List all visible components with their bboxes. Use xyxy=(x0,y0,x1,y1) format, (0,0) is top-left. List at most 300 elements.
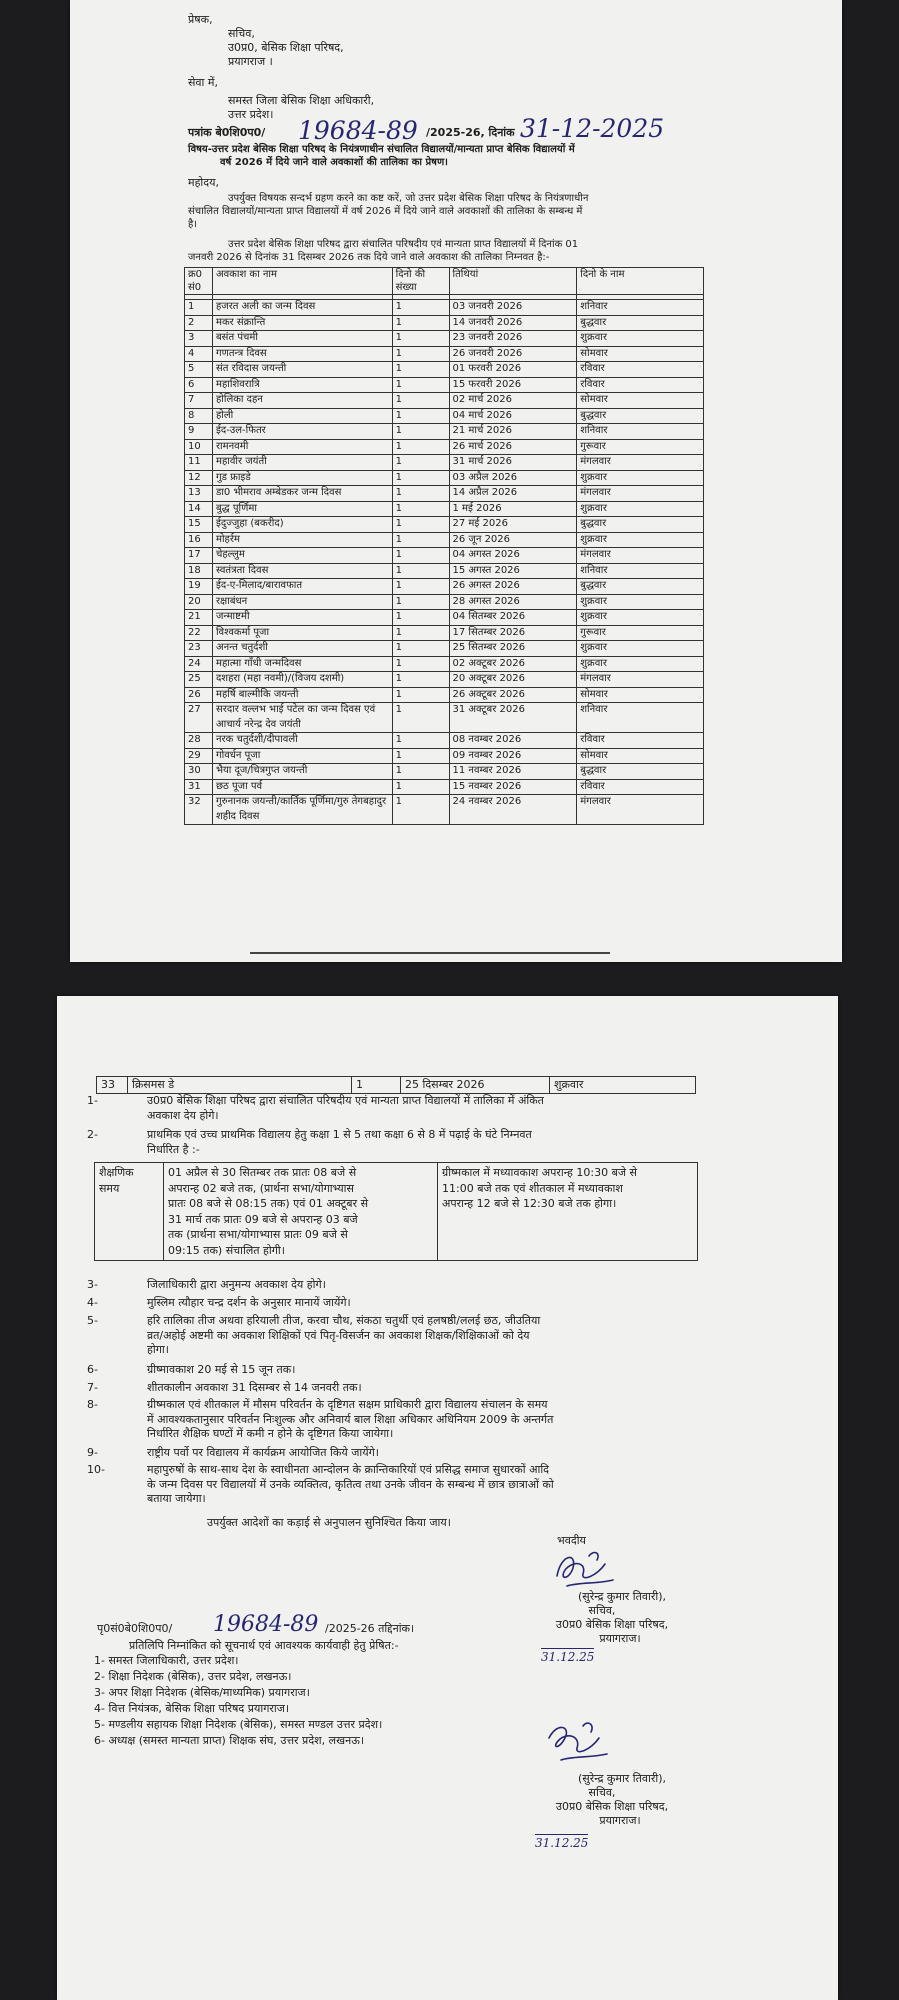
table-cell-day-name: शुक्रवार xyxy=(577,501,704,517)
table-cell-holiday-name: मकर संक्रान्ति xyxy=(212,315,392,331)
table-cell-serial: 20 xyxy=(185,594,213,610)
table-cell-holiday-name: विश्वकर्मा पूजा xyxy=(212,625,392,641)
table-row xyxy=(185,764,704,780)
table-cell-serial: 15 xyxy=(185,517,213,533)
table-cell-holiday-name: गुरुनानक जयन्ती/कार्तिक पूर्णिमा/गुरु तेगबहादुर शहीद दिवस xyxy=(212,795,392,825)
paragraph-line: जनवरी 2026 से दिनांक 31 दिसम्बर 2026 तक दिये जाने वाले अवकाश की तालिका निम्नवत है:- xyxy=(188,252,550,263)
table-cell-serial: 29 xyxy=(185,748,213,764)
table-cell-date: 28 अगस्त 2026 xyxy=(449,594,577,610)
table-row xyxy=(185,470,704,486)
sender-line: सचिव, xyxy=(228,27,255,40)
copy-intro: प्रतिलिपि निम्नांकित को सूचनार्थ एवं आवश्यक कार्यवाही हेतु प्रेषित:- xyxy=(129,1639,399,1652)
subject-line: विषय-उत्तर प्रदेश बेसिक शिक्षा परिषद के नियंत्रणाधीन संचालित विद्यालयों/मान्यता प्राप्त बेसिक विद्यालयों में xyxy=(188,144,575,155)
table-cell-holiday-name: ईदुज्जुहा (बकरीद) xyxy=(212,517,392,533)
table-cell-holiday-name: छठ पूजा पर्व xyxy=(212,779,392,795)
table-cell-holiday-name: बसंत पंचमी xyxy=(212,331,392,347)
table-cell-day-name: शुक्रवार xyxy=(577,610,704,626)
table-cell-date: 04 मार्च 2026 xyxy=(449,408,577,424)
table-cell-date: 26 जनवरी 2026 xyxy=(449,346,577,362)
note-line: जिलाधिकारी द्वारा अनुमन्य अवकाश देय होगे। xyxy=(147,1278,326,1291)
table-cell-holiday-name: क्रिसमस डे xyxy=(128,1077,352,1094)
table-cell-day-name: शनिवार xyxy=(577,563,704,579)
table-cell-date: 26 अगस्त 2026 xyxy=(449,579,577,595)
table-cell-date: 15 अगस्त 2026 xyxy=(449,563,577,579)
note-number: 5- xyxy=(87,1314,98,1327)
table-cell-day-count: 1 xyxy=(392,393,449,409)
table-row xyxy=(95,1163,698,1261)
table-cell-serial: 8 xyxy=(185,408,213,424)
paragraph-1 xyxy=(188,192,780,231)
table-cell-serial: 2 xyxy=(185,315,213,331)
timing-line: अपरान्ह 12 बजे से 12:30 बजे तक होगा। xyxy=(442,1197,617,1210)
table-cell-day-name: बुद्धवार xyxy=(577,764,704,780)
table-row xyxy=(185,625,704,641)
table-cell-day-name: शुक्रवार xyxy=(550,1077,696,1094)
table-cell-day-name: गुरूवार xyxy=(577,439,704,455)
signatory-block xyxy=(512,1590,752,1646)
signatory-name: (सुरेन्द्र कुमार तिवारी), xyxy=(577,1772,667,1785)
table-cell-holiday-name: होलिका दहन xyxy=(212,393,392,409)
signatory-city: प्रयागराज। xyxy=(599,1814,641,1827)
table-row xyxy=(185,610,704,626)
recipient-item: 3- अपर शिक्षा निदेशक (बेसिक/माध्यमिक) प्रयागराज। xyxy=(94,1686,310,1699)
recipient-item: 6- अध्यक्ष (समस्त मान्यता प्राप्त) शिक्षक संघ, उत्तर प्रदेश, लखनऊ। xyxy=(94,1734,364,1747)
column-header-day-count: दिनो की संख्या xyxy=(392,268,449,295)
table-row xyxy=(185,439,704,455)
signature-2-icon xyxy=(537,1718,617,1768)
table-cell-date: 23 जनवरी 2026 xyxy=(449,331,577,347)
table-cell-day-name: रविवार xyxy=(577,733,704,749)
ref-prefix: पत्रांक बे0शि0प0/ xyxy=(188,126,266,139)
table-cell-day-name: मंगलवार xyxy=(577,548,704,564)
table-cell-day-count: 1 xyxy=(392,439,449,455)
table-cell-serial: 17 xyxy=(185,548,213,564)
sender-line: प्रयागराज । xyxy=(228,55,273,68)
table-cell-date: 03 जनवरी 2026 xyxy=(449,300,577,316)
table-cell-day-count: 1 xyxy=(392,455,449,471)
table-cell-day-name: शनिवार xyxy=(577,300,704,316)
paragraph-2 xyxy=(188,238,780,264)
note-number: 2- xyxy=(87,1128,98,1141)
table-cell-day-count: 1 xyxy=(392,331,449,347)
note-line: शीतकालीन अवकाश 31 दिसम्बर से 14 जनवरी तक। xyxy=(147,1381,362,1394)
table-cell-serial: 4 xyxy=(185,346,213,362)
table-cell-day-count: 1 xyxy=(392,300,449,316)
table-cell-date: 02 अक्टूबर 2026 xyxy=(449,656,577,672)
table-cell-serial: 33 xyxy=(97,1077,128,1094)
table-cell-date: 27 मई 2026 xyxy=(449,517,577,533)
sender-block xyxy=(228,27,528,69)
note-9 xyxy=(87,1446,777,1461)
table-cell-holiday-name: होली xyxy=(212,408,392,424)
holiday-table-header-row xyxy=(185,268,704,295)
table-cell-serial: 31 xyxy=(185,779,213,795)
table-cell-day-count: 1 xyxy=(392,748,449,764)
table-cell-day-count: 1 xyxy=(392,703,449,733)
table-cell-day-name: शुक्रवार xyxy=(577,594,704,610)
table-row xyxy=(185,393,704,409)
table-cell-holiday-name: रक्षाबंधन xyxy=(212,594,392,610)
note-number: 4- xyxy=(87,1296,98,1309)
table-row xyxy=(185,408,704,424)
table-cell-day-name: मंगलवार xyxy=(577,455,704,471)
table-cell-day-count: 1 xyxy=(392,656,449,672)
table-cell-day-count: 1 xyxy=(392,362,449,378)
table-cell-date: 15 फरवरी 2026 xyxy=(449,377,577,393)
table-cell-day-count: 1 xyxy=(392,625,449,641)
table-cell-date: 14 जनवरी 2026 xyxy=(449,315,577,331)
timing-line: तक (प्रार्थना सभा/योगाभ्यास प्रातः 09 बजे से xyxy=(168,1228,348,1241)
table-cell-date: 17 सितम्बर 2026 xyxy=(449,625,577,641)
table-cell-day-name: शुक्रवार xyxy=(577,470,704,486)
page-edge-divider xyxy=(250,952,610,954)
table-cell-day-count: 1 xyxy=(392,764,449,780)
to-line: समस्त जिला बेसिक शिक्षा अधिकारी, xyxy=(228,94,375,107)
column-header-serial: क्र0 सं0 xyxy=(185,268,213,295)
note-number: 6- xyxy=(87,1363,98,1376)
note-number: 9- xyxy=(87,1446,98,1459)
table-row xyxy=(185,563,704,579)
table-cell-holiday-name: ईद-ए-मिलाद/बारावफात xyxy=(212,579,392,595)
table-row xyxy=(185,672,704,688)
note-1 xyxy=(87,1094,777,1124)
table-cell-day-count: 1 xyxy=(392,687,449,703)
table-cell-day-name: सोमवार xyxy=(577,687,704,703)
table-cell-holiday-name: दशहरा (महा नवमी)/(विजय दशमी) xyxy=(212,672,392,688)
table-cell-day-name: रविवार xyxy=(577,779,704,795)
subject-line: वर्ष 2026 में दिये जाने वाले अवकाशों की तालिका का प्रेषण। xyxy=(220,157,448,168)
table-cell-date: 25 दिसम्बर 2026 xyxy=(401,1077,550,1094)
table-cell-date: 15 नवम्बर 2026 xyxy=(449,779,577,795)
table-row xyxy=(185,331,704,347)
table-cell-day-count: 1 xyxy=(392,377,449,393)
table-cell-holiday-name: हजरत अली का जन्म दिवस xyxy=(212,300,392,316)
table-row xyxy=(97,1077,696,1094)
table-cell-serial: 26 xyxy=(185,687,213,703)
table-cell-date: 04 सितम्बर 2026 xyxy=(449,610,577,626)
table-row xyxy=(185,748,704,764)
note-line: व्रत/अहोई अष्टमी का अवकाश शिक्षिकों एवं पितृ-विसर्जन का अवकाश शिक्षक/शिक्षिकाओं को देय xyxy=(147,1328,530,1342)
handwritten-date-1: 31.12.25 xyxy=(541,1650,595,1664)
table-cell-day-count: 1 xyxy=(392,548,449,564)
table-cell-holiday-name: ईद-उल-फितर xyxy=(212,424,392,440)
to-line: उत्तर प्रदेश। xyxy=(228,108,274,121)
table-cell-day-count: 1 xyxy=(392,486,449,502)
note-line: के जन्म दिवस पर विद्यालयों में उनके व्यक्तित्व, कृतित्व तथा उनके जीवन के सम्बन्ध में छात्र छात्राओं को xyxy=(147,1477,554,1491)
note-number: 7- xyxy=(87,1381,98,1394)
recipient-item: 1- समस्त जिलाधिकारी, उत्तर प्रदेश। xyxy=(94,1654,239,1667)
table-cell-day-count: 1 xyxy=(392,795,449,825)
table-cell-day-count: 1 xyxy=(392,346,449,362)
table-cell-day-name: शनिवार xyxy=(577,703,704,733)
recipient-item: 2- शिक्षा निदेशक (बेसिक), उत्तर प्रदेश, लखनऊ। xyxy=(94,1670,292,1683)
copy-recipients-list xyxy=(94,1654,614,1750)
document-page-1 xyxy=(70,0,842,962)
signatory-name: (सुरेन्द्र कुमार तिवारी), xyxy=(577,1590,667,1603)
copy-ref-prefix: पृ0सं0बे0शि0प0/ xyxy=(97,1622,173,1635)
table-row xyxy=(185,548,704,564)
table-cell-day-count: 1 xyxy=(392,610,449,626)
timing-recess xyxy=(438,1163,698,1261)
table-row xyxy=(185,315,704,331)
note-line: बताया जायेगा। xyxy=(147,1492,206,1505)
table-row xyxy=(185,687,704,703)
timing-label xyxy=(95,1163,164,1261)
table-cell-date: 26 मार्च 2026 xyxy=(449,439,577,455)
table-cell-holiday-name: नरक चतुर्दशी/दीपावली xyxy=(212,733,392,749)
ref-number-handwritten: 19684-89 xyxy=(298,116,418,145)
signatory-office: उ0प्र0 बेसिक शिक्षा परिषद, xyxy=(555,1618,669,1631)
table-cell-serial: 6 xyxy=(185,377,213,393)
table-cell-holiday-name: महाशिवरात्रि xyxy=(212,377,392,393)
table-cell-day-name: मंगलवार xyxy=(577,672,704,688)
table-cell-holiday-name: डा0 भीमराव अम्बेडकर जन्म दिवस xyxy=(212,486,392,502)
table-cell-day-count: 1 xyxy=(392,672,449,688)
signatory-office: उ0प्र0 बेसिक शिक्षा परिषद, xyxy=(555,1800,669,1813)
table-cell-serial: 28 xyxy=(185,733,213,749)
table-cell-serial: 27 xyxy=(185,703,213,733)
timing-line: 01 अप्रैल से 30 सितम्बर तक प्रातः 08 बजे से xyxy=(168,1166,357,1179)
note-line: राष्ट्रीय पर्वो पर विद्यालय में कार्यक्रम आयोजित किये जायेंगे। xyxy=(147,1446,379,1459)
table-row xyxy=(185,362,704,378)
table-cell-date: 08 नवम्बर 2026 xyxy=(449,733,577,749)
table-cell-day-count: 1 xyxy=(352,1077,401,1094)
table-cell-day-count: 1 xyxy=(392,563,449,579)
table-cell-holiday-name: जन्माष्टमी xyxy=(212,610,392,626)
table-cell-serial: 25 xyxy=(185,672,213,688)
table-cell-day-name: सोमवार xyxy=(577,393,704,409)
column-header-holiday-name: अवकाश का नाम xyxy=(212,268,392,295)
table-cell-date: 26 अक्टूबर 2026 xyxy=(449,687,577,703)
note-line: निर्धारित है :- xyxy=(147,1142,200,1156)
table-cell-serial: 12 xyxy=(185,470,213,486)
table-cell-day-count: 1 xyxy=(392,779,449,795)
table-cell-serial: 18 xyxy=(185,563,213,579)
column-header-day-name: दिनो के नाम xyxy=(577,268,704,295)
note-4 xyxy=(87,1296,777,1311)
note-line: मुस्लिम त्यौहार चन्द्र दर्शन के अनुसार मानायें जायेंगे। xyxy=(147,1296,351,1309)
table-row xyxy=(185,795,704,825)
note-line: प्राथमिक एवं उच्च प्राथमिक विद्यालय हेतु कक्षा 1 से 5 तथा कक्षा 6 से 8 में पढ़ाई के घंटे निम्नवत xyxy=(147,1128,532,1141)
timing-label-line: शैक्षणिक xyxy=(99,1166,134,1179)
table-cell-day-count: 1 xyxy=(392,594,449,610)
table-row xyxy=(185,641,704,657)
holiday-table-continued xyxy=(96,1076,696,1094)
paragraph-line: संचालित विद्यालयों/मान्यता प्राप्त विद्यालयों में वर्ष 2026 में दिये जाने वाले अवकाशों की तालिका के सम्बन्ध में xyxy=(188,206,583,217)
table-cell-holiday-name: मोहर्रम xyxy=(212,532,392,548)
table-cell-date: 24 नवम्बर 2026 xyxy=(449,795,577,825)
table-cell-holiday-name: भैया दूज/चित्रगुप्त जयन्ती xyxy=(212,764,392,780)
note-6 xyxy=(87,1363,777,1378)
table-cell-date: 02 मार्च 2026 xyxy=(449,393,577,409)
table-cell-holiday-name: गणतन्त्र दिवस xyxy=(212,346,392,362)
table-cell-serial: 22 xyxy=(185,625,213,641)
table-row xyxy=(185,733,704,749)
table-cell-holiday-name: स्वतंत्रता दिवस xyxy=(212,563,392,579)
recipient-item: 4- वित्त नियंत्रक, बेसिक शिक्षा परिषद प्रयागराज। xyxy=(94,1702,290,1715)
table-cell-holiday-name: महर्षि बाल्मीकि जयन्ती xyxy=(212,687,392,703)
copy-ref-suffix: /2025-26 तद्दिनांक। xyxy=(325,1622,415,1635)
table-cell-date: 1 मई 2026 xyxy=(449,501,577,517)
table-cell-day-count: 1 xyxy=(392,424,449,440)
note-text xyxy=(147,1463,777,1507)
timing-line: प्रातः 08 बजे से 08:15 तक) एवं 01 अक्टूबर से xyxy=(168,1197,369,1210)
table-cell-date: 03 अप्रैल 2026 xyxy=(449,470,577,486)
table-cell-day-name: शुक्रवार xyxy=(577,656,704,672)
note-line: होगा। xyxy=(147,1343,169,1356)
note-line: निर्धारित शैक्षिक घण्टों में कमी न होने के दृष्टिगत किया जायेगा। xyxy=(147,1427,394,1440)
table-cell-day-count: 1 xyxy=(392,532,449,548)
table-cell-serial: 9 xyxy=(185,424,213,440)
document-page-2 xyxy=(57,996,838,2000)
paragraph-line: उत्तर प्रदेश बेसिक शिक्षा परिषद द्वारा संचालित परिषदीय एवं मान्यता प्राप्त विद्यालयों में दिनांक 01 xyxy=(228,239,579,250)
table-cell-date: 20 अक्टूबर 2026 xyxy=(449,672,577,688)
note-line: अवकाश देय होगे। xyxy=(147,1108,219,1122)
note-7 xyxy=(87,1381,777,1396)
table-cell-holiday-name: अनन्त चतुर्दशी xyxy=(212,641,392,657)
signatory-designation: सचिव, xyxy=(588,1604,616,1617)
table-cell-date: 31 अक्टूबर 2026 xyxy=(449,703,577,733)
table-row xyxy=(185,579,704,595)
table-cell-day-name: रविवार xyxy=(577,377,704,393)
table-row xyxy=(185,532,704,548)
school-timing-table xyxy=(94,1162,698,1261)
note-line: ग्रीष्मावकाश 20 मई से 15 जून तक। xyxy=(147,1363,296,1376)
table-cell-day-name: सोमवार xyxy=(577,748,704,764)
table-cell-serial: 23 xyxy=(185,641,213,657)
sender-line: उ0प्र0, बेसिक शिक्षा परिषद, xyxy=(228,41,344,54)
table-cell-day-name: रविवार xyxy=(577,362,704,378)
table-row xyxy=(185,300,704,316)
table-cell-serial: 14 xyxy=(185,501,213,517)
table-cell-day-name: शनिवार xyxy=(577,424,704,440)
table-cell-day-count: 1 xyxy=(392,517,449,533)
table-cell-holiday-name: महावीर जयंती xyxy=(212,455,392,471)
table-row xyxy=(185,424,704,440)
copy-ref-number-handwritten: 19684-89 xyxy=(213,1612,319,1637)
table-cell-serial: 7 xyxy=(185,393,213,409)
table-cell-serial: 5 xyxy=(185,362,213,378)
table-cell-day-count: 1 xyxy=(392,470,449,486)
note-text xyxy=(147,1094,777,1123)
note-number: 8- xyxy=(87,1398,98,1411)
table-cell-holiday-name: गोवर्धन पूजा xyxy=(212,748,392,764)
table-cell-date: 26 जून 2026 xyxy=(449,532,577,548)
table-cell-serial: 16 xyxy=(185,532,213,548)
note-3 xyxy=(87,1278,777,1293)
table-cell-day-name: सोमवार xyxy=(577,346,704,362)
table-cell-holiday-name: संत रविदास जयन्ती xyxy=(212,362,392,378)
timing-line: ग्रीष्मकाल में मध्यावकाश अपरान्ह 10:30 बजे से xyxy=(442,1166,637,1179)
table-row xyxy=(185,594,704,610)
column-header-dates: तिथियां xyxy=(449,268,577,295)
table-cell-day-name: शुक्रवार xyxy=(577,641,704,657)
table-cell-serial: 30 xyxy=(185,764,213,780)
handwritten-date-2: 31.12.25 xyxy=(535,1836,589,1850)
table-row xyxy=(185,486,704,502)
sender-label: प्रेषक, xyxy=(188,13,213,26)
table-cell-day-name: मंगलवार xyxy=(577,486,704,502)
note-text xyxy=(147,1128,777,1157)
table-cell-date: 14 अप्रैल 2026 xyxy=(449,486,577,502)
timing-line: अपरान्ह 02 बजे तक, (प्रार्थना सभा/योगाभ्यास xyxy=(168,1181,354,1195)
table-cell-holiday-name: बुद्ध पूर्णिमा xyxy=(212,501,392,517)
table-cell-holiday-name: सरदार वल्लभ भाई पटेल का जन्म दिवस एवं आचार्य नरेन्द्र देव जयंती xyxy=(212,703,392,733)
table-cell-day-count: 1 xyxy=(392,579,449,595)
notes-list xyxy=(87,1278,777,1508)
note-line: में आवश्यकतानुसार परिवर्तन निःशुल्क और अनिवार्य बाल शिक्षा अधिकार अधिनियम 2009 के अन्तर्गत xyxy=(147,1412,554,1426)
note-5 xyxy=(87,1314,777,1359)
subject xyxy=(188,143,778,169)
reference-line xyxy=(188,116,788,144)
table-cell-serial: 10 xyxy=(185,439,213,455)
table-cell-day-name: बुद्धवार xyxy=(577,315,704,331)
table-row xyxy=(185,501,704,517)
table-cell-date: 31 मार्च 2026 xyxy=(449,455,577,471)
signature-1-icon xyxy=(547,1546,627,1594)
ref-date-handwritten: 31-12-2025 xyxy=(520,114,665,143)
paragraph-line: है। xyxy=(188,219,198,230)
table-cell-date: 11 नवम्बर 2026 xyxy=(449,764,577,780)
table-cell-day-count: 1 xyxy=(392,315,449,331)
note-line: महापुरुषों के साथ-साथ देश के स्वाधीनता आन्दोलन के क्रान्तिकारियों एवं प्रसिद्ध समाज सुधारकों आदि xyxy=(147,1463,550,1476)
note-text xyxy=(147,1398,777,1442)
salutation: महोदय, xyxy=(188,176,219,189)
table-cell-day-name: मंगलवार xyxy=(577,795,704,825)
table-cell-serial: 21 xyxy=(185,610,213,626)
timing-line: 11:00 बजे तक एवं शीतकाल में मध्यावकाश xyxy=(442,1181,623,1195)
table-cell-holiday-name: रामनवमी xyxy=(212,439,392,455)
timing-label-line: समय xyxy=(99,1181,120,1195)
note-text xyxy=(147,1314,777,1358)
table-cell-holiday-name: महात्मा गाँधी जन्मदिवस xyxy=(212,656,392,672)
note-line: हरि तालिका तीज अथवा हरियाली तीज, करवा चौथ, संकठा चतुर्थी एवं हलषष्ठी/ललई छठ, जीउतिया xyxy=(147,1314,541,1327)
timing-school-hours xyxy=(164,1163,438,1261)
table-cell-serial: 1 xyxy=(185,300,213,316)
table-row xyxy=(185,377,704,393)
table-cell-serial: 13 xyxy=(185,486,213,502)
note-10 xyxy=(87,1463,777,1508)
paragraph-line: उपर्युक्त विषयक सन्दर्भ ग्रहण करने का कष्ट करें, जो उत्तर प्रदेश बेसिक शिक्षा परिषद के नियंत्रणाधीन xyxy=(228,193,589,204)
table-cell-day-count: 1 xyxy=(392,501,449,517)
timing-line: 31 मार्च तक प्रातः 09 बजे से अपरान्ह 03 बजे xyxy=(168,1212,358,1226)
table-cell-day-name: बुद्धवार xyxy=(577,579,704,595)
table-row xyxy=(185,779,704,795)
note-number: 1- xyxy=(87,1094,98,1107)
table-row xyxy=(185,656,704,672)
table-cell-day-name: बुद्धवार xyxy=(577,408,704,424)
table-row xyxy=(185,517,704,533)
table-cell-serial: 32 xyxy=(185,795,213,825)
note-line: ग्रीष्मकाल एवं शीतकाल में मौसम परिवर्तन के दृष्टिगत सक्षम प्राधिकारी द्वारा विद्यालय संचालन के समय xyxy=(147,1398,548,1411)
signatory-block-2 xyxy=(512,1772,752,1828)
yours-faithfully: भवदीय xyxy=(557,1534,586,1547)
timing-line: 09:15 तक) संचालित होगी। xyxy=(168,1243,285,1257)
table-cell-day-name: शुक्रवार xyxy=(577,331,704,347)
note-number: 3- xyxy=(87,1278,98,1291)
signatory-designation: सचिव, xyxy=(588,1786,616,1799)
table-row xyxy=(185,455,704,471)
table-row xyxy=(185,346,704,362)
table-cell-day-count: 1 xyxy=(392,733,449,749)
note-line: उ0प्र0 बेसिक शिक्षा परिषद द्वारा संचालित परिषदीय एवं मान्यता प्राप्त विद्यालयों में तालिका में अंकित xyxy=(147,1094,544,1107)
table-cell-holiday-name: चेहल्लुम xyxy=(212,548,392,564)
closing-instruction: उपर्युक्त आदेशों का कड़ाई से अनुपालन सुनिश्चित किया जाय। xyxy=(207,1516,451,1529)
table-row xyxy=(185,703,704,733)
copy-reference-line xyxy=(97,1612,517,1638)
table-cell-date: 09 नवम्बर 2026 xyxy=(449,748,577,764)
table-cell-day-name: शुक्रवार xyxy=(577,532,704,548)
